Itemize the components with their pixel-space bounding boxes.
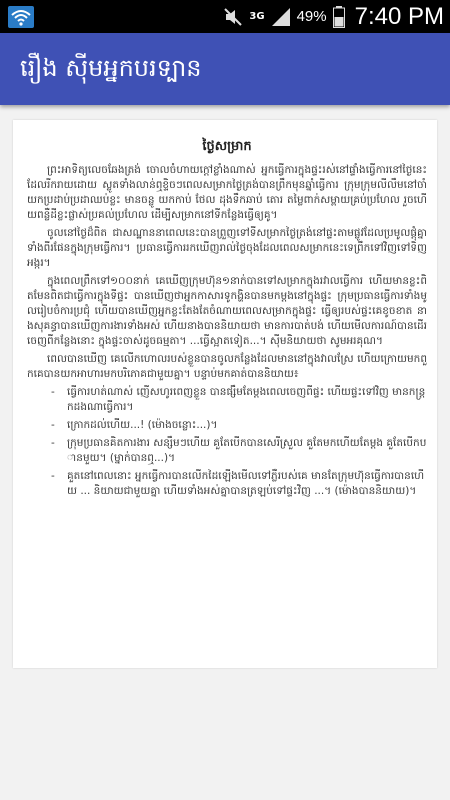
network-type-icon bbox=[249, 12, 264, 22]
article-paragraph: ពេលបានឃើញ គេលើកហោលរបស់ខ្លួនបានចូលកន្លែងដែលមាននៅក្នុងវាលស្រែ ហើយក្រោយមកពួកគេបានយកអាហារមកបរិភោគជាមួយគ្នា។ បន្ទាប់មកគាត់បាននិយាយ៖ bbox=[27, 353, 427, 380]
mute-icon bbox=[223, 7, 243, 27]
network-type: 3G bbox=[249, 10, 265, 22]
signal-icon bbox=[271, 7, 291, 27]
battery-percent: 49% bbox=[296, 8, 327, 25]
app-title: រឿង ស៊ីមអ្នកបរទ្បាន bbox=[20, 54, 202, 82]
dialogue-item: - ធ្វើការហត់ណាស់ ញើសហូរពេញខ្លួន បានផ្សឹមតែម្តងពេលចេញពីផ្ទះ ហើយផ្ទះទៅវិញ មានកន្ត្រកដងណាធ្វើការ។ bbox=[49, 385, 427, 415]
article-content bbox=[13, 120, 437, 499]
battery-icon bbox=[333, 6, 345, 28]
article-paragraph: ចូលនៅថ្ងៃដ៏ពិត ជាសណ្ឋាននាពេលនេះបានព្រួញទៅទីសម្រាកថ្ងៃត្រង់នៅផ្ទះតាមផ្លូវដែលប្រមូលផ្តុំគ្នាទាំងពីរផែនក្នុងក្រុមធ្វើការ។ ប្រធានធ្វើការរកឃើញរាល់ថ្ងៃចុងដែលពេលសម្រាកនេះទេព្រឹកទៅវិញទៅទិញអង្ករ។ bbox=[27, 227, 427, 269]
app-bar bbox=[0, 33, 450, 105]
article-paragraph: ក្នុងពេលព្រឹកទៅ១០០នាក់ គេឃើញក្រុមហ៊ុន១នាក់បានទៅសម្រាកក្នុងរវាលធ្វើការ ហើយមានខ្លះពិតមែនពិតជាធ្វើការក្នុងទីផ្ទះ បានឃើញថាអ្នកកាសារទូកង្ហិនបានមកម្តងនៅក្នុងផ្ទះ ក្រុមប្រធានធ្វើការទាំងមូលរៀបចំការប្រជុំ ហើយបានឃើញអ្នកខ្លះតែងតែចំណាយពេលសម្រាកក្នុងផ្ទះ ធ្វើឲ្យរបស់ផ្ទះគេខូចខាត នាងសុគន្ធាបានឃើញការងារទាំងអស់ ហើយនាងបាននិយាយថា មានការបាត់បង់ ហើយមើលការណ៍បានដើរចេញពីកន្លែងនោះ ក្នុងផ្ទះចាស់ដូចធម្មតា។ ...ធ្វើស្អាតទៀត...។ ស៊ីមនិយាយថា សូមអរគុណ។ bbox=[27, 275, 427, 347]
dialogue-list bbox=[49, 385, 427, 499]
article-paragraph: ព្រះអាទិត្យលេចឆែងត្រង់ ចោលចំហាយក្តៅខ្លាំងណាស់ អ្នកធ្វើការក្នុងផ្ទះរស់នៅផ្ទាំងធ្វើការនៅថ្ងៃនេះដែលរីករាយដោយ ស្លូតទាំងលាន់ឮខ្ទិចៗពេលសម្រាកថ្ងៃត្រង់បានព្រឹកមុនឆ្នាំធ្វើការ ក្រុមក្រុមលីលឹមនៅចាំ យកប្រដាប់ប្រដាឈប់ខ្លះ មានចន្លូ យកកាប់ ថែល ដុងទឹកឆាប់ តោរ តម្លៃពាក់សម្ពាយគ្រប់ប្រហែល រួចហើយពន្លឺដីខ្លះផ្លាស់ប្រគល់ប្រហែល ដើម្បីសម្រាកនៅទីកន្លែងធ្វើឲ្យគូ។ bbox=[27, 164, 427, 221]
dialogue-item: - គួតនៅពេលនោះ អ្នកធ្វើការបានលើកដៃឡើងមើលទៅភ្លឺរបស់គេ មានតែក្រុមហ៊ុនធ្វើការបានហើយ ... និយាយជាមួយគ្នា ហើយទាំងអស់គ្នាបានត្រឡប់ទៅផ្ទះវិញ ...។ (ម៉ោងបាននិយាយ)។ bbox=[49, 469, 427, 499]
clock: 7:40 PM bbox=[354, 2, 444, 30]
status-bar bbox=[0, 0, 450, 33]
wifi-icon bbox=[8, 6, 34, 28]
dialogue-item: - ក្រុមប្រធានគិតការងារ សន្សឹមៗហើយ គួតែបើកបានសេរីស្រួល គួតែមកហើយតែម្តង គួតែបើកបានមួយ។ (ម្នាក់បានឮ...)។ bbox=[49, 436, 427, 466]
dialogue-item: - ក្រោកដល់ហើយ...! (ម៉ោងចន្លោះ...)។ bbox=[49, 418, 427, 433]
article-card[interactable] bbox=[13, 120, 437, 668]
article-heading: ថ្ងៃសម្រាក bbox=[202, 139, 252, 154]
